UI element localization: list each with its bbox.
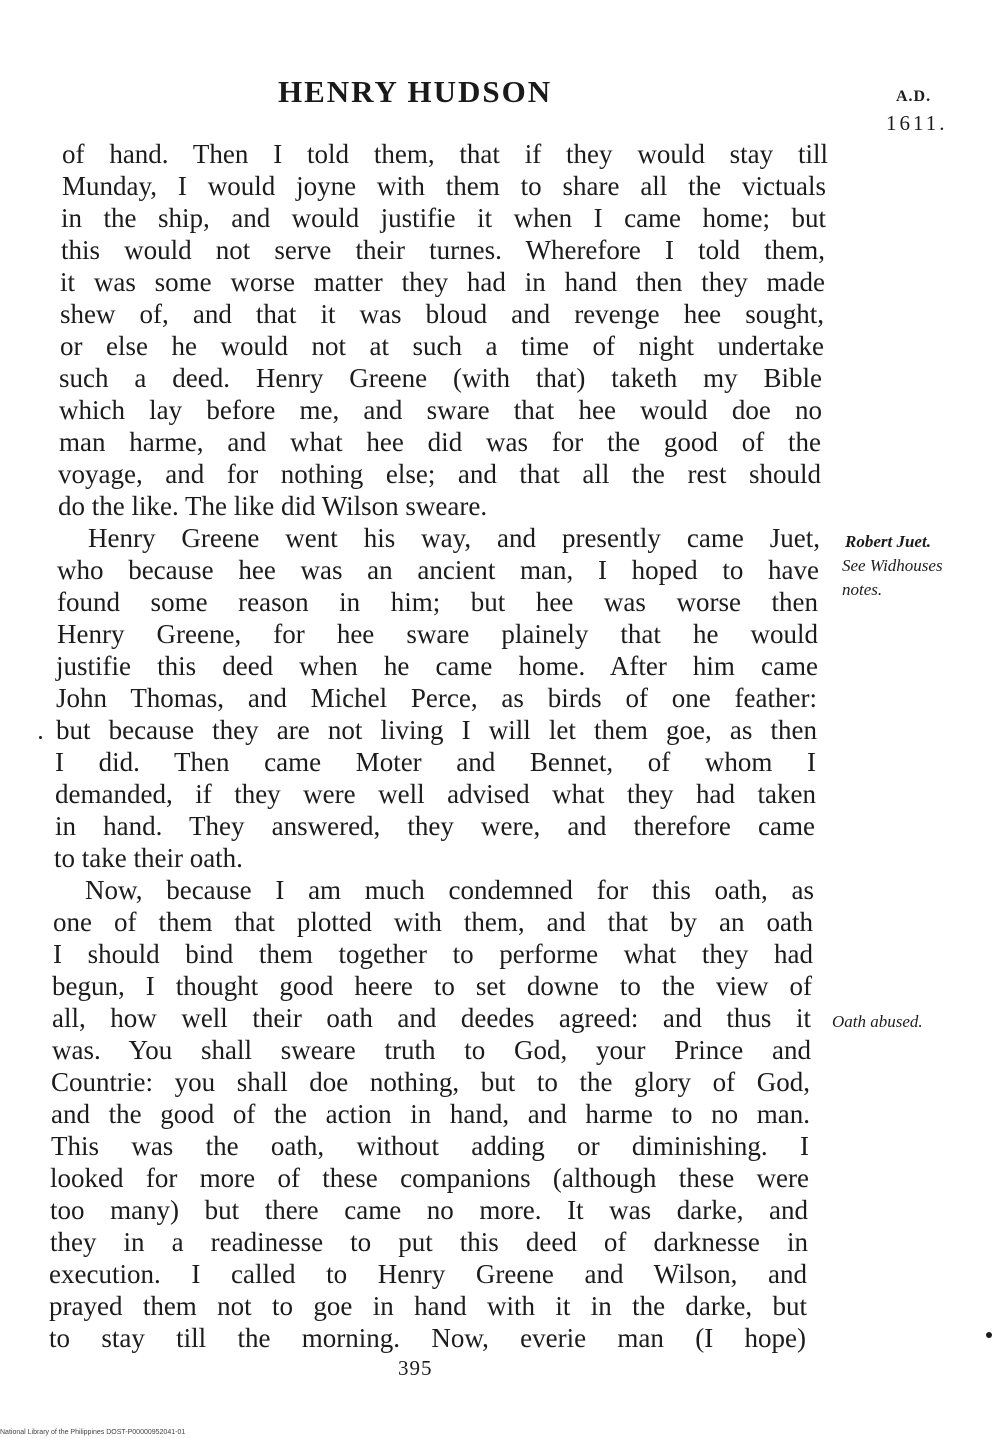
text-line: which lay before me, and sware that hee would doe no: [59, 395, 822, 425]
margin-note-line: Oath abused.: [832, 1012, 923, 1031]
text-line: this would not serve their turnes. Wherefore I told them,: [61, 235, 825, 265]
text-line: was. You shall sweare truth to God, your Prince and: [52, 1035, 811, 1065]
text-line: Henry Greene, for hee sware plainely that he would: [57, 619, 818, 649]
text-line: and the good of the action in hand, and harme to no man.: [51, 1099, 810, 1129]
ink-speck: [986, 1332, 992, 1338]
text-line: shew of, and that it was bloud and revenge hee sought,: [60, 299, 824, 329]
text-line: or else he would not at such a time of night undertake: [60, 331, 824, 361]
ink-speck: [39, 736, 42, 739]
running-head-year: 1611.: [886, 111, 948, 135]
margin-note-line: Robert Juet.: [845, 532, 931, 551]
text-line: Now, because I am much condemned for this oath, as: [85, 875, 814, 905]
text-line: they in a readinesse to put this deed of darknesse in: [50, 1227, 808, 1257]
text-line: in the ship, and would justifie it when I came home; but: [61, 203, 826, 233]
text-line: do the like. The like did Wilson sweare.: [58, 491, 488, 521]
text-line: to stay till the morning. Now, everie man (I hope): [49, 1323, 806, 1353]
text-line: who because hee was an ancient man, I hoped to have: [57, 555, 819, 585]
scan-credit: National Library of the Philippines DOST-P00000952041-01: [0, 1429, 186, 1436]
text-line: Countrie: you shall doe nothing, but to the glory of God,: [51, 1067, 810, 1097]
running-head-title: HENRY HUDSON: [278, 74, 553, 109]
text-line: I did. Then came Moter and Bennet, of whom I: [55, 747, 816, 777]
text-line: justifie this deed when he came home. After him came: [56, 651, 818, 681]
text-line: found some reason in him; but hee was worse then: [57, 587, 818, 617]
page-number: 395: [398, 1356, 433, 1380]
text-line: This was the oath, without adding or diminishing. I: [51, 1131, 809, 1161]
text-line: execution. I called to Henry Greene and Wilson, and: [49, 1259, 807, 1289]
text-line: John Thomas, and Michel Perce, as birds of one feather:: [56, 683, 817, 713]
text-line: looked for more of these companions (although these were: [50, 1163, 809, 1193]
text-line: I should bind them together to performe what they had: [53, 939, 813, 969]
text-line: such a deed. Henry Greene (with that) taketh my Bible: [59, 363, 822, 393]
text-line: it was some worse matter they had in hand then they made: [60, 267, 825, 297]
text-line: but because they are not living I will let them goe, as then: [56, 715, 817, 745]
text-line: prayed them not to goe in hand with it in the darke, but: [49, 1291, 807, 1321]
text-line: begun, I thought good heere to set downe to the view of: [52, 971, 812, 1001]
text-line: one of them that plotted with them, and that by an oath: [53, 907, 813, 937]
text-line: Munday, I would joyne with them to share all the victuals: [62, 171, 826, 201]
margin-note-line: notes.: [842, 580, 883, 599]
text-line: of hand. Then I told them, that if they would stay till: [62, 139, 828, 169]
text-line: Henry Greene went his way, and presently came Juet,: [88, 523, 820, 553]
text-line: to take their oath.: [54, 843, 243, 873]
running-head-year-label: A.D.: [896, 88, 932, 105]
margin-note-line: See Widhouses: [842, 556, 943, 575]
text-line: too many) but there came no more. It was darke, and: [50, 1195, 808, 1225]
text-line: demanded, if they were well advised what they had taken: [55, 779, 816, 809]
text-line: in hand. They answered, they were, and therefore came: [55, 811, 815, 841]
text-line: all, how well their oath and deedes agreed: and thus it: [52, 1003, 811, 1033]
text-line: man harme, and what hee did was for the good of the: [59, 427, 821, 457]
text-line: voyage, and for nothing else; and that all the rest should: [58, 459, 821, 489]
